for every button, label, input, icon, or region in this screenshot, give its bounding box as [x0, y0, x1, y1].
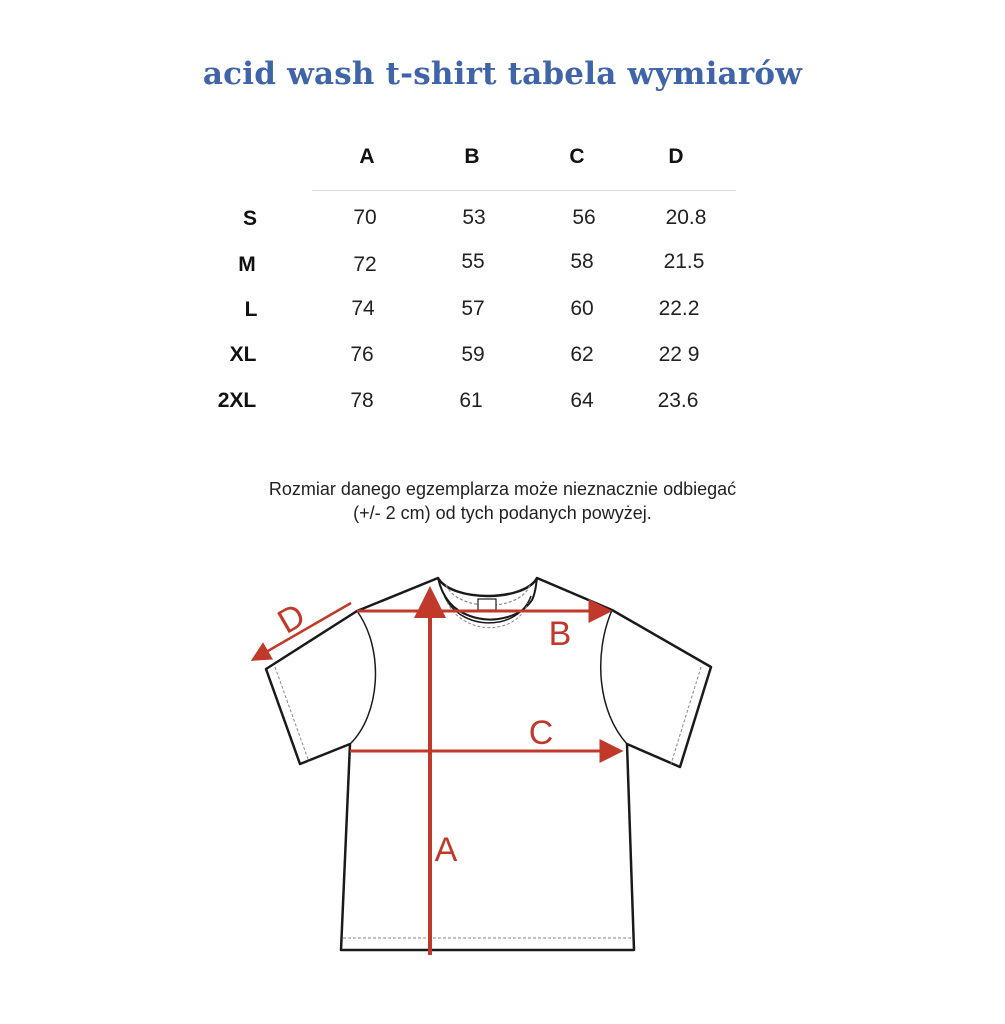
- cell-2xl-d: 23.6: [657, 389, 699, 412]
- measure-label-d: D: [271, 596, 312, 642]
- cell-m-b: 55: [461, 250, 485, 273]
- cell-2xl-a: 78: [350, 389, 374, 412]
- cell-m-d: 21.5: [663, 250, 705, 273]
- page-title: acid wash t-shirt tabela wymiarów: [202, 56, 803, 92]
- cell-m-c: 58: [570, 250, 594, 273]
- cell-s-a: 70: [353, 206, 377, 229]
- cell-m-a: 72: [353, 253, 377, 276]
- cell-l-c: 60: [570, 297, 594, 320]
- cell-xl-b: 59: [461, 343, 485, 366]
- size-label-xl: XL: [229, 343, 257, 366]
- size-label-m: M: [238, 253, 256, 276]
- cell-xl-d: 22 9: [658, 343, 700, 366]
- measure-label-c: C: [528, 714, 554, 752]
- size-tolerance-note-line-2: (+/- 2 cm) od tych podanych powyżej.: [353, 503, 652, 523]
- measure-label-b: B: [548, 615, 572, 653]
- cell-l-d: 22.2: [658, 297, 700, 320]
- cell-l-a: 74: [351, 297, 375, 320]
- column-header-b: B: [464, 145, 480, 168]
- cell-l-b: 57: [461, 297, 485, 320]
- column-header-c: C: [569, 145, 585, 168]
- column-header-d: D: [668, 145, 684, 168]
- cell-s-c: 56: [572, 206, 596, 229]
- cell-xl-c: 62: [570, 343, 594, 366]
- cell-s-b: 53: [462, 206, 486, 229]
- cell-xl-a: 76: [350, 343, 374, 366]
- neck-label: [478, 599, 496, 610]
- measure-label-a: A: [434, 831, 458, 869]
- column-header-a: A: [359, 145, 375, 168]
- size-tolerance-note-line-1: Rozmiar danego egzemplarza może nieznacznie odbiegać: [268, 479, 737, 499]
- size-label-l: L: [244, 298, 258, 321]
- cell-s-d: 20.8: [665, 206, 707, 229]
- tshirt-outline: [266, 578, 711, 950]
- cell-2xl-b: 61: [459, 389, 483, 412]
- cell-2xl-c: 64: [570, 389, 594, 412]
- size-label-2xl: 2XL: [217, 389, 257, 412]
- size-label-s: S: [242, 207, 258, 230]
